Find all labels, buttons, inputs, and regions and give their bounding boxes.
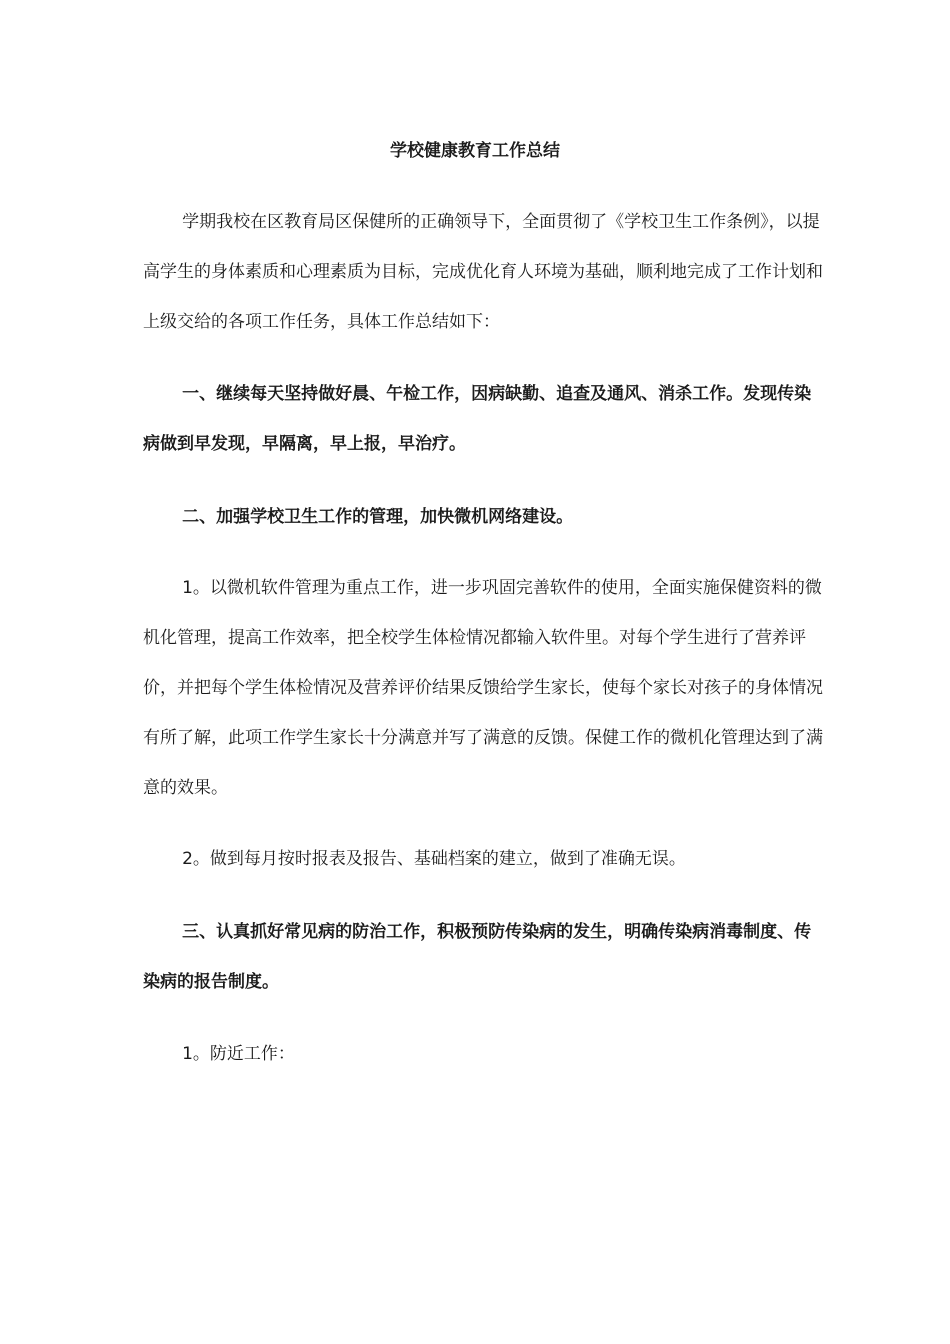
paragraph-intro: 学期我校在区教育局区保健所的正确领导下，全面贯彻了《学校卫生工作条例》，以提高学生的身体素质和心理素质为目标，完成优化育人环境为基础，顺利地完成了工作计划和上级交给的各项工作任务，具体工作总结如下： xyxy=(143,212,823,332)
paragraph-item-1: 1。以微机软件管理为重点工作，进一步巩固完善软件的使用，全面实施保健资料的微机化管理，提高工作效率，把全校学生体检情况都输入软件里。对每个学生进行了营养评价，并把每个学生体检情况及营养评价结果反馈给学生家长，使每个家长对孩子的身体情况有所了解，此项工作学生家长十分满意并写了满意的反馈。保健工作的微机化管理达到了满意的效果。 xyxy=(143,578,823,798)
paragraph-item-3: 1。防近工作： xyxy=(182,1044,295,1064)
document-title: 学校健康教育工作总结 xyxy=(390,141,560,161)
section-heading-1: 一、继续每天坚持做好晨、午检工作，因病缺勤、追查及通风、消杀工作。发现传染病做到早发现，早隔离，早上报，早治疗。 xyxy=(143,384,812,454)
section-heading-3: 三、认真抓好常见病的防治工作，积极预防传染病的发生，明确传染病消毒制度、传染病的报告制度。 xyxy=(143,922,812,992)
paragraph-item-2: 2。做到每月按时报表及报告、基础档案的建立，做到了准确无误。 xyxy=(182,849,686,869)
section-heading-2: 二、加强学校卫生工作的管理，加快微机网络建设。 xyxy=(182,507,574,527)
